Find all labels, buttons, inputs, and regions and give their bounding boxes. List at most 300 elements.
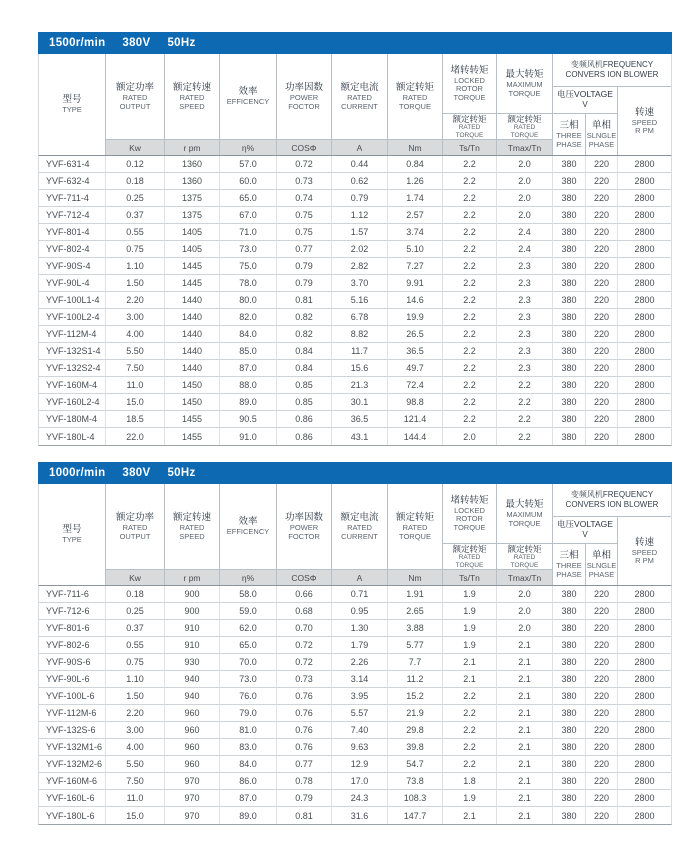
model-cell: YVF-112M-4 [39, 326, 106, 343]
label-en: RATED [402, 93, 428, 102]
table-header [38, 484, 672, 586]
table-row [39, 241, 671, 258]
label-en: RATED [458, 554, 481, 561]
value-cell: 220 [586, 224, 618, 241]
label-en: TORQUE [455, 131, 484, 139]
unit-cell-tmax-tn: Tmax/Tn [497, 570, 553, 585]
value-cell: 7.50 [106, 773, 165, 790]
label-en: RATED [347, 523, 372, 532]
label-en: TORQUE [399, 101, 431, 111]
table-row [39, 671, 671, 688]
label-zh: 效率 [238, 86, 258, 98]
label-en: RATED [347, 93, 372, 102]
value-cell: 0.79 [277, 790, 332, 807]
table-body [38, 586, 672, 825]
label-en: RATED [402, 523, 428, 532]
value-cell: 220 [586, 603, 618, 620]
value-cell: 2.2 [443, 258, 497, 275]
table-row [39, 620, 671, 637]
value-cell: 2.2 [443, 326, 497, 343]
value-cell: 85.0 [220, 343, 277, 360]
value-cell: 1.10 [106, 671, 165, 688]
label-en: ROTOR [456, 84, 483, 94]
value-cell: 24.3 [332, 790, 388, 807]
value-cell: 36.5 [388, 343, 443, 360]
value-cell: 2.0 [497, 620, 553, 637]
label-en: TORQUE [508, 88, 541, 98]
label-zh: 最大转矩 [505, 499, 544, 510]
label-en: THREE [556, 131, 582, 140]
value-cell: 2.1 [497, 756, 553, 773]
value-cell: 380 [553, 360, 586, 377]
table-row [39, 705, 671, 722]
value-cell: 380 [553, 807, 586, 824]
value-cell: 65.0 [220, 637, 277, 654]
value-cell: 0.25 [106, 603, 165, 620]
value-cell: 89.0 [220, 807, 277, 824]
model-cell: YVF-100L1-4 [39, 292, 106, 309]
value-cell: 2800 [618, 671, 671, 688]
table-row [39, 360, 671, 377]
value-cell: 86.0 [220, 773, 277, 790]
label-en: PHASE [588, 569, 615, 579]
value-cell: 15.0 [106, 394, 165, 411]
value-cell: 2800 [618, 773, 671, 790]
value-cell: 2800 [618, 756, 671, 773]
value-cell: 0.37 [106, 207, 165, 224]
col-header-type-zh: 型号 [62, 524, 82, 536]
col-header-power-factor [277, 54, 332, 140]
label-en: PHASE [556, 569, 582, 579]
value-cell: 0.75 [106, 654, 165, 671]
label-en: CURRENT [341, 101, 378, 111]
value-cell: 15.2 [388, 688, 443, 705]
table-row [39, 343, 671, 360]
model-cell: YVF-132S2-4 [39, 360, 106, 377]
value-cell: 940 [165, 671, 220, 688]
value-cell: 2.2 [443, 688, 497, 705]
value-cell: 2800 [618, 637, 671, 654]
value-cell: 380 [553, 722, 586, 739]
value-cell: 910 [165, 637, 220, 654]
model-cell: YVF-711-6 [39, 586, 106, 603]
model-cell: YVF-132S-6 [39, 722, 106, 739]
value-cell: 2.2 [443, 343, 497, 360]
value-cell: 1440 [165, 309, 220, 326]
model-cell: YVF-802-4 [39, 241, 106, 258]
value-cell: 0.72 [277, 637, 332, 654]
value-cell: 1360 [165, 156, 220, 173]
value-cell: 22.0 [106, 428, 165, 445]
label-en: POWER [289, 93, 319, 102]
value-cell: 0.86 [277, 428, 332, 445]
title-frequency: 50Hz [167, 37, 196, 49]
value-cell: 14.6 [388, 292, 443, 309]
value-cell: 73.8 [388, 773, 443, 790]
value-cell: 3.95 [332, 688, 388, 705]
value-cell: 0.18 [106, 586, 165, 603]
label-en: RATED [122, 93, 148, 102]
value-cell: 2800 [618, 790, 671, 807]
value-cell: 1375 [165, 190, 220, 207]
table-title-bar [38, 462, 672, 484]
value-cell: 380 [553, 654, 586, 671]
value-cell: 0.75 [277, 224, 332, 241]
label-en: SPEED [179, 101, 205, 111]
value-cell: 940 [165, 688, 220, 705]
value-cell: 2.4 [497, 224, 553, 241]
value-cell: 144.4 [388, 428, 443, 445]
value-cell: 220 [586, 756, 618, 773]
col-header-max-torque-sub [497, 114, 553, 140]
value-cell: 54.7 [388, 756, 443, 773]
value-cell: 121.4 [388, 411, 443, 428]
value-cell: 220 [586, 377, 618, 394]
table-row [39, 156, 671, 173]
value-cell: 75.0 [220, 258, 277, 275]
value-cell: 15.6 [332, 360, 388, 377]
unit-cell-cosphi: COSΦ [277, 140, 332, 155]
label-en: RATED [458, 124, 481, 131]
value-cell: 0.76 [277, 688, 332, 705]
value-cell: 0.84 [277, 360, 332, 377]
label-zh: 额定转速 [172, 82, 211, 93]
col-header-locked-rotor-torque [443, 484, 497, 544]
label-blower-line1: 变频风机FREQUENCY [570, 59, 654, 69]
value-cell: 380 [553, 688, 586, 705]
value-cell: 0.86 [277, 411, 332, 428]
model-cell: YVF-132S1-4 [39, 343, 106, 360]
value-cell: 380 [553, 224, 586, 241]
value-cell: 0.37 [106, 620, 165, 637]
label-zh: 三相 [559, 120, 579, 131]
model-cell: YVF-802-6 [39, 637, 106, 654]
value-cell: 2800 [618, 620, 671, 637]
value-cell: 380 [553, 428, 586, 445]
value-cell: 380 [553, 309, 586, 326]
value-cell: 0.18 [106, 173, 165, 190]
label-blower-line2: CONVERS ION BLOWER [565, 500, 659, 509]
value-cell: 5.77 [388, 637, 443, 654]
value-cell: 380 [553, 705, 586, 722]
value-cell: 1455 [165, 428, 220, 445]
table-row [39, 326, 671, 343]
value-cell: 380 [553, 275, 586, 292]
col-header-rated-torque [388, 54, 443, 140]
unit-cell-tmax-tn: Tmax/Tn [497, 140, 553, 155]
label-en: TORQUE [455, 561, 484, 569]
value-cell: 0.77 [277, 241, 332, 258]
value-cell: 380 [553, 756, 586, 773]
unit-cell-kw: Kw [106, 140, 165, 155]
model-cell: YVF-160L2-4 [39, 394, 106, 411]
col-header-rated-speed [165, 54, 220, 140]
label-en: TORQUE [508, 518, 541, 528]
value-cell: 2.1 [497, 688, 553, 705]
table-row [39, 377, 671, 394]
value-cell: 0.79 [332, 190, 388, 207]
value-cell: 2.3 [497, 360, 553, 377]
value-cell: 2.0 [497, 156, 553, 173]
value-cell: 960 [165, 739, 220, 756]
value-cell: 3.00 [106, 309, 165, 326]
value-cell: 2800 [634, 810, 655, 821]
table-row [39, 190, 671, 207]
value-cell: 18.5 [106, 411, 165, 428]
value-cell: 2.1 [497, 807, 553, 824]
value-cell: 2800 [618, 207, 671, 224]
label-zh: 额定电流 [340, 512, 379, 523]
value-cell: 380 [553, 394, 586, 411]
value-cell: 91.0 [220, 428, 277, 445]
value-cell: 84.0 [220, 756, 277, 773]
model-cell: YVF-801-6 [39, 620, 106, 637]
value-cell: 87.0 [220, 360, 277, 377]
value-cell: 220 [586, 343, 618, 360]
value-cell: 220 [586, 620, 618, 637]
value-cell: 0.85 [277, 394, 332, 411]
value-cell: 5.16 [332, 292, 388, 309]
value-cell: 2800 [618, 241, 671, 258]
value-cell: 0.55 [106, 637, 165, 654]
value-cell: 6.78 [332, 309, 388, 326]
value-cell: 2.2 [443, 722, 497, 739]
value-cell: 220 [586, 258, 618, 275]
value-cell: 2800 [618, 156, 671, 173]
value-cell: 2.2 [443, 173, 497, 190]
value-cell: 2.3 [497, 326, 553, 343]
value-cell: 0.81 [277, 292, 332, 309]
value-cell: 970 [165, 807, 220, 824]
model-cell: YVF-712-6 [39, 603, 106, 620]
value-cell: 2800 [618, 292, 671, 309]
value-cell: 1.91 [388, 586, 443, 603]
label-en: CURRENT [341, 531, 378, 541]
value-cell: 2.20 [106, 292, 165, 309]
value-cell: 1.8 [443, 773, 497, 790]
value-cell: 220 [586, 705, 618, 722]
value-cell: 1445 [165, 275, 220, 292]
value-cell: 3.74 [388, 224, 443, 241]
title-frequency: 50Hz [167, 467, 196, 479]
value-cell: 380 [553, 173, 586, 190]
label-zh: 额定转矩 [452, 544, 487, 554]
value-cell: 220 [586, 411, 618, 428]
col-header-type-en: TYPE [62, 105, 82, 115]
value-cell: 58.0 [220, 586, 277, 603]
value-cell: 1450 [165, 394, 220, 411]
value-cell: 380 [553, 671, 586, 688]
label-en: ROTOR [456, 514, 483, 524]
value-cell: 81.0 [220, 722, 277, 739]
value-cell: 2800 [618, 688, 671, 705]
value-cell: 2800 [618, 275, 671, 292]
col-header-speed-rpm [618, 517, 671, 585]
model-cell: YVF-632-4 [39, 173, 106, 190]
label-zh: 三相 [559, 550, 579, 561]
col-header-blower-group [553, 54, 671, 87]
value-cell: 7.7 [388, 654, 443, 671]
value-cell: 2.2 [443, 156, 497, 173]
value-cell: 3.14 [332, 671, 388, 688]
unit-cell-eta: η% [220, 570, 277, 585]
unit-cell-ampere: A [332, 570, 388, 585]
value-cell: 2.2 [443, 739, 497, 756]
table-row [39, 688, 671, 705]
value-cell: 0.79 [277, 258, 332, 275]
table-row [39, 394, 671, 411]
table-row [39, 807, 671, 824]
value-cell: 2.2 [443, 292, 497, 309]
value-cell: 1405 [165, 241, 220, 258]
value-cell: 1440 [165, 292, 220, 309]
label-zh: 额定转矩 [452, 114, 487, 124]
value-cell: 2.0 [443, 428, 497, 445]
value-cell: 3.00 [106, 722, 165, 739]
value-cell: 73.0 [220, 671, 277, 688]
value-cell: 0.95 [332, 603, 388, 620]
value-cell: 11.0 [106, 377, 165, 394]
table-row [39, 773, 671, 790]
value-cell: 0.44 [332, 156, 388, 173]
model-cell: YVF-132M2-6 [39, 756, 106, 773]
value-cell: 2.1 [497, 637, 553, 654]
table-row [39, 722, 671, 739]
value-cell: 1450 [165, 377, 220, 394]
value-cell: 5.50 [106, 343, 165, 360]
value-cell: 2.2 [497, 394, 553, 411]
label-voltage-line1: 电压VOLTAGE [557, 519, 613, 530]
value-cell: 1.12 [332, 207, 388, 224]
value-cell: 2.65 [388, 603, 443, 620]
value-cell: 72.4 [388, 377, 443, 394]
label-en: R PM [635, 126, 654, 135]
value-cell: 2.2 [443, 394, 497, 411]
value-cell: 1.74 [388, 190, 443, 207]
value-cell: 220 [586, 807, 618, 824]
label-en: PHASE [588, 139, 615, 149]
label-en: SLNGLE [586, 131, 617, 140]
value-cell: 0.70 [277, 620, 332, 637]
value-cell: 2.57 [388, 207, 443, 224]
value-cell: 970 [165, 773, 220, 790]
value-cell: 0.72 [277, 654, 332, 671]
value-cell: 2800 [618, 309, 671, 326]
value-cell: 2.1 [443, 654, 497, 671]
value-cell: 3.88 [388, 620, 443, 637]
value-cell: 1.9 [443, 790, 497, 807]
value-cell: 220 [586, 428, 618, 445]
value-cell: 1440 [165, 326, 220, 343]
value-cell: 2800 [618, 411, 671, 428]
value-cell: 220 [586, 722, 618, 739]
unit-cell-kw: Kw [106, 570, 165, 585]
value-cell: 2.1 [497, 773, 553, 790]
model-cell: YVF-100L2-4 [39, 309, 106, 326]
value-cell: 70.0 [220, 654, 277, 671]
table-row [39, 258, 671, 275]
model-cell: YVF-180M-4 [39, 411, 106, 428]
value-cell: 0.25 [106, 190, 165, 207]
value-cell: 0.68 [277, 603, 332, 620]
value-cell: 0.84 [277, 343, 332, 360]
model-cell: YVF-90S-4 [39, 258, 106, 275]
value-cell: 2800 [618, 654, 671, 671]
table-body [38, 156, 672, 446]
value-cell: 380 [553, 377, 586, 394]
value-cell: 82.0 [220, 309, 277, 326]
value-cell: 0.75 [106, 241, 165, 258]
value-cell: 87.0 [220, 790, 277, 807]
value-cell: 380 [553, 241, 586, 258]
value-cell: 0.75 [277, 207, 332, 224]
label-blower-line2: CONVERS ION BLOWER [565, 70, 659, 79]
value-cell: 380 [553, 190, 586, 207]
value-cell: 3.70 [332, 275, 388, 292]
value-cell: 62.0 [220, 620, 277, 637]
value-cell: 1.9 [443, 586, 497, 603]
label-voltage-line2: V [582, 100, 588, 110]
label-en: RATED [513, 124, 536, 131]
col-header-rated-current [332, 54, 388, 140]
model-cell: YVF-132M1-6 [39, 739, 106, 756]
value-cell: 220 [586, 654, 618, 671]
unit-cell-eta: η% [220, 140, 277, 155]
label-zh: 额定电流 [340, 82, 379, 93]
value-cell: 147.7 [388, 807, 443, 824]
value-cell: 2.1 [497, 671, 553, 688]
col-header-rated-torque [388, 484, 443, 570]
label-en: MAXIMUM [506, 80, 543, 89]
value-cell: 380 [553, 739, 586, 756]
label-en: SPEED [179, 531, 205, 541]
value-cell: 7.27 [388, 258, 443, 275]
label-en: FOCTOR [288, 101, 320, 111]
value-cell: 80.0 [220, 292, 277, 309]
value-cell: 1360 [165, 173, 220, 190]
table-row [39, 411, 671, 428]
unit-cell-cosphi: COSΦ [277, 570, 332, 585]
value-cell: 98.8 [388, 394, 443, 411]
value-cell: 0.12 [106, 156, 165, 173]
value-cell: 0.84 [388, 156, 443, 173]
value-cell: 900 [165, 586, 220, 603]
label-voltage-line2: V [582, 530, 588, 540]
value-cell: 970 [165, 790, 220, 807]
value-cell: 5.50 [106, 756, 165, 773]
label-zh: 单相 [591, 550, 611, 561]
value-cell: 2.2 [497, 411, 553, 428]
value-cell: 380 [553, 156, 586, 173]
value-cell: 1.50 [106, 275, 165, 292]
value-cell: 0.77 [277, 756, 332, 773]
unit-cell-nm: Nm [388, 570, 443, 585]
value-cell: 1.50 [106, 688, 165, 705]
col-header-voltage [553, 517, 618, 544]
label-blower-line1: 变频风机FREQUENCY [570, 489, 654, 499]
col-header-rated-output [106, 484, 165, 570]
value-cell: 21.3 [332, 377, 388, 394]
label-zh: 堵转转矩 [450, 494, 489, 506]
col-header-maximum-torque [497, 54, 553, 114]
value-cell: 380 [553, 620, 586, 637]
value-cell: 2.02 [332, 241, 388, 258]
col-header-efficiency [220, 54, 277, 140]
value-cell: 0.82 [277, 309, 332, 326]
value-cell: 2.2 [443, 377, 497, 394]
value-cell: 2.2 [497, 428, 553, 445]
value-cell: 15.0 [106, 807, 165, 824]
